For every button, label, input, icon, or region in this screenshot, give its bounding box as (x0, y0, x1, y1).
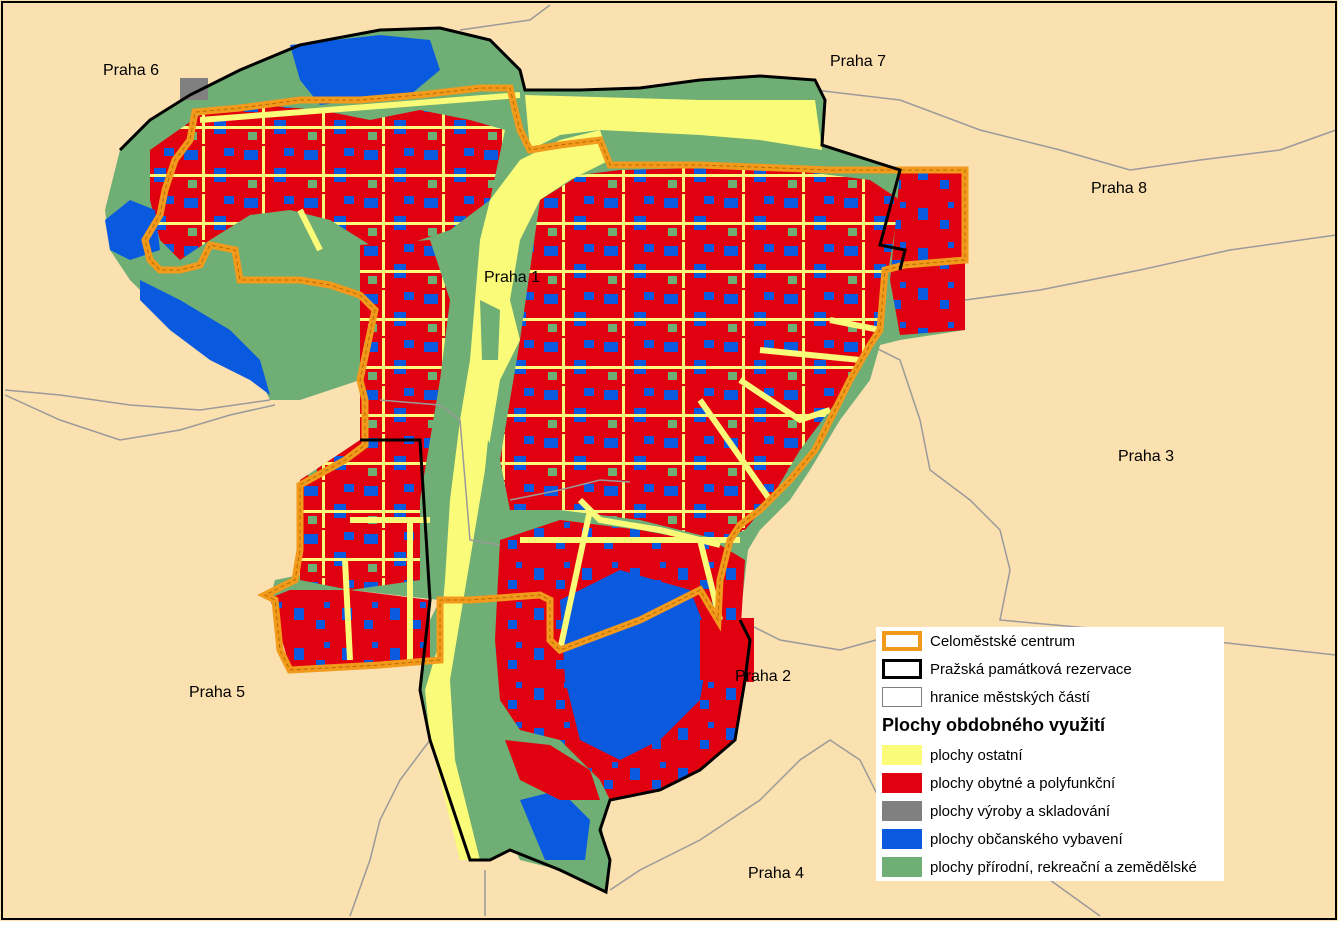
legend-label: plochy občanského vybavení (930, 830, 1123, 848)
legend-label: plochy ostatní (930, 746, 1023, 764)
red-swatch-icon (882, 773, 922, 793)
gray-outline-swatch-icon (882, 687, 922, 707)
yellow-swatch-icon (882, 745, 922, 765)
green-swatch-icon (882, 857, 922, 877)
legend-category-production (882, 800, 1110, 822)
label-praha-5: Praha 5 (189, 684, 246, 701)
label-praha-8: Praha 8 (1091, 180, 1148, 197)
black-outline-swatch-icon (882, 659, 922, 679)
legend-category-residential (882, 772, 1115, 794)
legend-label: plochy přírodní, rekreační a zemědělské (930, 858, 1197, 876)
legend-item-heritage-reserve (882, 658, 1132, 680)
legend-item-district-boundary (882, 686, 1090, 708)
orange-outline-swatch-icon (882, 631, 922, 651)
label-praha-3: Praha 3 (1118, 448, 1175, 465)
legend-heading: Plochy obdobného využití (882, 715, 1106, 735)
label-praha-7: Praha 7 (830, 53, 887, 70)
legend-label: plochy obytné a polyfunkční (930, 774, 1116, 792)
legend-label: plochy výroby a skladování (930, 802, 1111, 820)
label-praha-6: Praha 6 (103, 62, 160, 79)
legend-label: Pražská památková rezervace (930, 660, 1132, 678)
map-legend (876, 627, 1224, 881)
legend-category-other (882, 744, 1023, 766)
gray-swatch-icon (882, 801, 922, 821)
legend-category-natural (882, 856, 1197, 878)
legend-item-city-centre (882, 630, 1075, 652)
legend-label: hranice městských částí (930, 688, 1091, 706)
legend-label: Celoměstské centrum (930, 632, 1076, 650)
label-praha-4: Praha 4 (748, 865, 805, 882)
legend-category-civic (882, 828, 1123, 850)
blue-swatch-icon (882, 829, 922, 849)
label-praha-2: Praha 2 (735, 668, 792, 685)
label-praha-1: Praha 1 (484, 269, 541, 286)
